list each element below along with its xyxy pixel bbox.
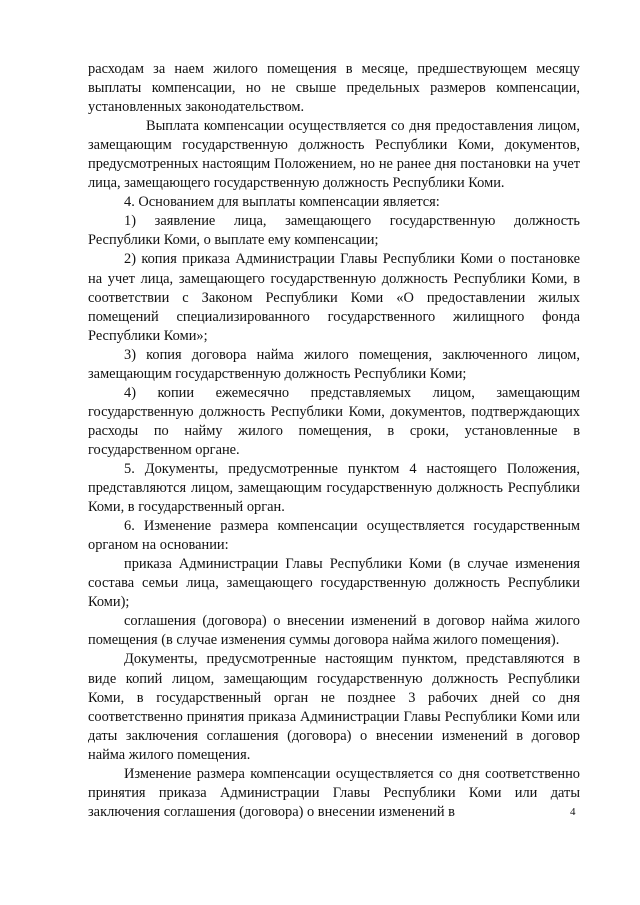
paragraph-continuation: расходам за наем жилого помещения в месяце, предшествующем месяцу выплаты компенсации, но не свыше предельных размеров компенсации, установленных законодательством. [88,61,580,116]
paragraph-item-4: 4. Основанием для выплаты компенсации является: [124,194,440,211]
paragraph-item-5: 5. Документы, предусмотренные пунктом 4 настоящего Положения, представляются лицом, замещающим государственную должность Республики Коми, в государственный орган. [88,460,580,516]
list-item-1: 1) заявление лица, замещающего государственную должность Республики Коми, о выплате ему компенсации; [88,213,580,249]
list-item-3: 3) копия договора найма жилого помещения, заключенного лицом, замещающим государственную должность Республики Коми; [88,346,580,382]
paragraph-item-6: 6. Изменение размера компенсации осуществляется государственным органом на основании: [88,518,580,554]
paragraph-documents-submission: Документы, предусмотренные настоящим пунктом, представляются в виде копий лицом, замещающим государственную должность Республики Коми, в государственный орган не позднее 3 рабочих дней со дня соответственно принятия приказа Администрации Главы Республики Коми или даты заключения соглашения (договора) о внесении изменений в договор найма жилого помещения. [88,651,580,763]
list-item-4: 4) копии ежемесячно представляемых лицом, замещающим государственную должность Республики Коми, документов, подтверждающих расходы по найму жилого помещения, в сроки, установленные в государственном органе. [88,384,580,458]
paragraph-order-basis: приказа Администрации Главы Республики Коми (в случае изменения состава семьи лица, замещающего государственную должность Республики Коми); [88,556,580,611]
document-body [88,60,580,822]
paragraph-change-effective: Изменение размера компенсации осуществляется со дня соответственно принятия приказа Администрации Главы Республики Коми или даты заключения соглашения (договора) о внесении изменений в [88,765,580,820]
page-number: 4 [570,806,576,818]
paragraph-payment-start: Выплата компенсации осуществляется со дня предоставления лицом, замещающим государственную должность Республики Коми, документов, предусмотренных настоящим Положением, но не ранее дня постановки на учет лица, замещающего государственную должность Республики Коми. [88,118,580,192]
paragraph-agreement-basis: соглашения (договора) о внесении изменений в договор найма жилого помещения (в случае изменения суммы договора найма жилого помещения). [88,613,580,649]
list-item-2: 2) копия приказа Администрации Главы Республики Коми о постановке на учет лица, замещающего государственную должность Республики Коми, в соответствии с Законом Республики Коми «О предоставлении жилых помещений специализированного государственного жилищного фонда Республики Коми»; [88,251,580,344]
